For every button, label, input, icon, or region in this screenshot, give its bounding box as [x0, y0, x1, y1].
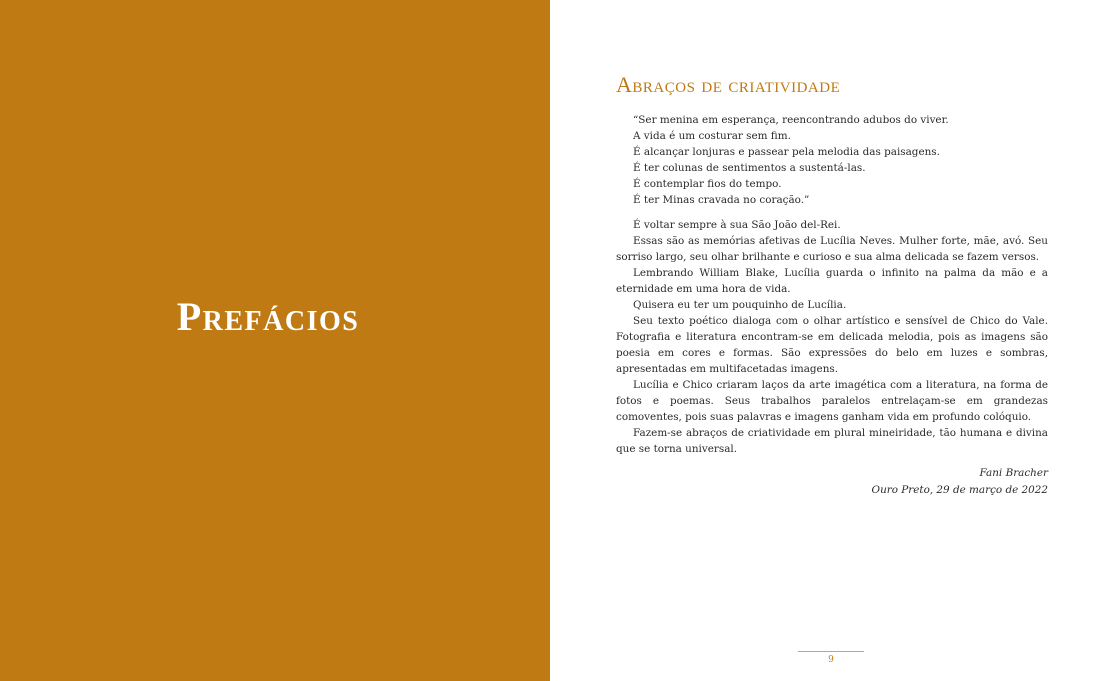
paragraph: É voltar sempre à sua São João del-Rei.: [633, 219, 841, 231]
section-title: Prefácios: [176, 294, 360, 339]
paragraph: Essas são as memórias afetivas de Lucília Neves. Mulher forte, mãe, avó. Seu sorriso largo, seu olhar brilhante e curioso e sua alma delicada se fazem versos.: [616, 235, 1048, 263]
signature: [616, 465, 1048, 499]
page-number: 9: [828, 655, 834, 665]
poem-line: É ter colunas de sentimentos a sustentá-las.: [633, 162, 866, 174]
poem-line: A vida é um costurar sem fim.: [633, 130, 791, 142]
footer-rule: [798, 651, 864, 652]
body-text: [616, 112, 1048, 457]
paragraph: Seu texto poético dialoga com o olhar artístico e sensível de Chico do Vale. Fotografia e literatura encontram-se em delicada melodia, pois as imagens são poesia em cores e formas. São expressões do belo em luzes e sombras, apresentadas em multifacetadas imagens.: [616, 315, 1048, 375]
signature-place-date: Ouro Preto, 29 de março de 2022: [871, 484, 1048, 496]
right-page: [550, 0, 1100, 681]
poem-line: “Ser menina em esperança, reencontrando adubos do viver.: [633, 114, 949, 126]
paragraph: Lucília e Chico criaram laços da arte imagética com a literatura, na forma de fotos e poemas. Seus trabalhos paralelos entrelaçam-se em grandezas comoventes, pois suas palavras e imagens ganham vida em profundo colóquio.: [616, 379, 1048, 423]
poem-line: É alcançar lonjuras e passear pela melodia das paisagens.: [633, 146, 940, 158]
paragraph: Fazem-se abraços de criatividade em plural mineiridade, tão humana e divina que se torna universal.: [616, 427, 1048, 455]
poem-line: É contemplar fios do tempo.: [633, 178, 782, 190]
poem-line: É ter Minas cravada no coração.”: [633, 194, 810, 206]
signature-author: Fani Bracher: [979, 467, 1048, 479]
paragraph: Lembrando William Blake, Lucília guarda o infinito na palma da mão e a eternidade em uma hora de vida.: [616, 267, 1048, 295]
chapter-title: Abraços de criatividade: [616, 72, 841, 97]
paragraph: Quisera eu ter um pouquinho de Lucília.: [633, 299, 847, 311]
